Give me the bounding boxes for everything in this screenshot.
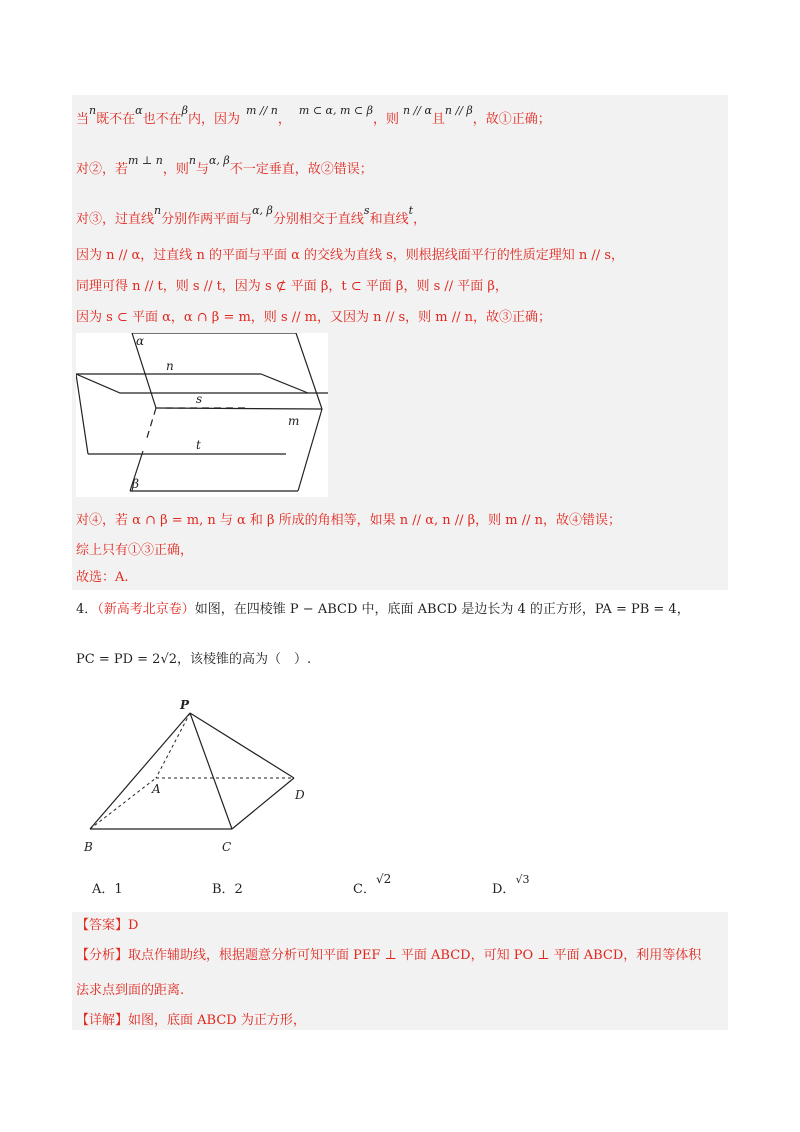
math: n	[154, 204, 162, 217]
math: β	[181, 104, 188, 117]
option-c[interactable]	[353, 872, 392, 897]
text: ，	[413, 212, 427, 227]
detail-line	[76, 1011, 306, 1031]
solution-line-5: 同理可得 n // t，则 s // t，因为 s ⊄ 平面 β，t ⊂ 平面 β，则 s // 平面 β，	[76, 279, 508, 294]
math: m ⊥ n	[128, 154, 163, 167]
analysis-line-1	[76, 946, 701, 966]
math: m // n	[245, 104, 278, 117]
math: m ⊂ α, m ⊂ β	[298, 104, 373, 117]
math: t	[408, 204, 414, 217]
question-number: 4．	[76, 602, 98, 617]
text: ，故①正确；	[472, 112, 551, 127]
label-n: n	[166, 359, 174, 373]
vertex-A: A	[152, 782, 161, 796]
math: n // β	[444, 104, 473, 117]
solution-line-4: 因为 n // α，过直线 n 的平面与平面 α 的交线为直线 s，则根据线面平行的性质定理知 n // s，	[76, 248, 624, 263]
analysis-text-1: 取点作辅助线，根据题意分析可知平面 PEF ⊥ 平面 ABCD，可知 PO ⊥ 平面 ABCD，利用等体积	[128, 948, 702, 963]
option-d[interactable]	[492, 873, 530, 897]
vertex-C: C	[222, 840, 232, 854]
math: n	[89, 104, 97, 117]
text: 与	[195, 162, 209, 177]
vertex-D: D	[295, 788, 305, 802]
text: 和直线	[369, 212, 409, 227]
text: 对③，过直线	[76, 212, 155, 227]
solution-line-9: 故选：A.	[76, 570, 129, 585]
text: 且	[431, 112, 445, 127]
option-a[interactable]: A．1	[92, 882, 123, 897]
option-c-value: √2	[375, 872, 392, 886]
vertex-B: B	[84, 840, 93, 854]
vertex-P: P	[180, 698, 190, 712]
text: 当	[76, 112, 90, 127]
question-text-1: 如图，在四棱锥 P − ABCD 中，底面 ABCD 是边长为 4 的正方形，PA = PB = 4，	[194, 602, 690, 617]
answer-tag: 【答案】	[76, 918, 129, 933]
text: 不一定垂直，故②错误；	[229, 162, 373, 177]
option-d-label: D．	[492, 882, 516, 897]
detail-tag: 【详解】	[76, 1013, 129, 1028]
question-line-2: PC = PD = 2√2，该棱锥的高为（ ）.	[76, 652, 312, 667]
text: 既不在	[96, 112, 136, 127]
text: ，则	[372, 112, 399, 127]
math: n // α	[402, 104, 432, 117]
solution-line-7: 对④，若 α ∩ β = m, n 与 α 和 β 所成的角相等，如果 n // α, n // β，则 m // n，故④错误；	[76, 513, 622, 528]
solution-line-6: 因为 s ⊂ 平面 α，α ∩ β = m，则 s // m，又因为 n // s，则 m // n，故③正确；	[76, 310, 552, 325]
detail-text: 如图，底面 ABCD 为正方形，	[128, 1013, 306, 1028]
text: 也不在	[142, 112, 182, 127]
text: ，则	[162, 162, 189, 177]
solution-line-3	[76, 204, 427, 230]
pyramid-figure	[76, 695, 316, 860]
label-t: t	[196, 438, 201, 452]
math: α	[135, 104, 143, 117]
math: s	[363, 204, 370, 217]
analysis-tag: 【分析】	[76, 948, 129, 963]
label-beta: β	[132, 477, 139, 491]
solution-line-8: 综上只有①③正确，	[76, 543, 194, 558]
text: 分别作两平面与	[161, 212, 253, 227]
analysis-line-2: 法求点到面的距离.	[76, 983, 185, 998]
question-line-1	[76, 600, 690, 620]
planes-figure	[76, 333, 328, 497]
math: α, β	[252, 204, 273, 217]
math: n	[188, 154, 196, 167]
question-source: （新高考北京卷）	[97, 602, 195, 617]
math: α, β	[209, 154, 230, 167]
text: 对②，若	[76, 162, 129, 177]
option-b[interactable]: B．2	[212, 882, 243, 897]
answer-value: D	[128, 918, 139, 933]
answer-line	[76, 916, 138, 936]
label-alpha: α	[136, 334, 145, 348]
text: 内，因为	[187, 112, 240, 127]
option-c-label: C．	[353, 882, 376, 897]
label-s: s	[196, 392, 203, 406]
text: 分别相交于直线	[272, 212, 364, 227]
solution-line-2	[76, 154, 373, 180]
solution-line-1: 当$^n$既不在$^\alpha$也不在$^\beta$内，因为$^{m // n}$，$^{m \subset \alpha, m \subset \beta}$，则$^{n // \alpha}$且$^{n // \beta}$，故①正确；	[76, 104, 551, 127]
label-m: m	[288, 414, 300, 428]
option-d-value: √3	[515, 873, 530, 886]
